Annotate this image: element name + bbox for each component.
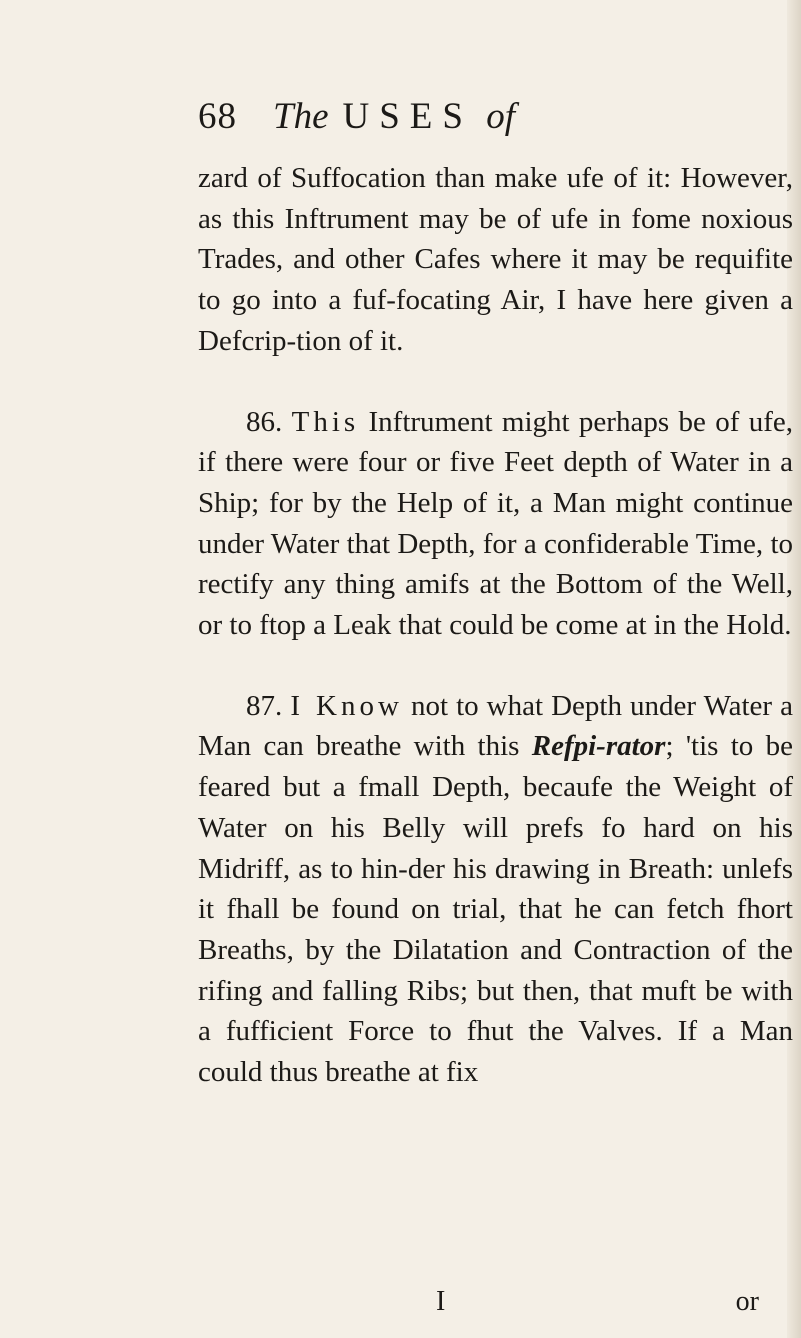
running-header bbox=[198, 95, 798, 155]
running-title-of: of bbox=[486, 96, 516, 137]
signature-mark: I bbox=[436, 1286, 446, 1317]
paragraph-87-italic-term: Refpi-rator bbox=[531, 730, 666, 763]
paragraph-86-text: Inftrument might perhaps be of ufe, if there were four or five Feet depth of Water in a Ship; for by the Help of it, a Man might continue under Water that Depth, for a confiderable Time, to rectify any thing amifs at the Bottom of the Well, or to ftop a Leak that could be come at in the Hold. bbox=[198, 405, 793, 642]
catchline bbox=[198, 1286, 793, 1326]
running-title-uses: USES bbox=[342, 96, 473, 137]
section-number-87: 87. bbox=[246, 689, 283, 722]
body-text bbox=[198, 158, 793, 1093]
running-title-the: The bbox=[273, 96, 329, 137]
paragraph-continuation: zard of Suffocation than make ufe of it: However, as this Inftrument may be of ufe in fome noxious Trades, and other Cafes where it may be requifite to go into a fuf-focating Air, I have here given a Defcrip-tion of it. bbox=[198, 162, 793, 357]
paragraph-87-text-b: ; 'tis to be feared but a fmall Depth, becaufe the Weight of Water on his Belly will prefs fo hard on his Midriff, as to hin-der his drawing in Breath: unlefs it fhall be found on trial, that he can fetch fhort Breaths, by the Dilatation and Contraction of the rifing and falling Ribs; but then, that muft be with a fufficient Force to fhut the Valves. If a Man could thus breathe at fix bbox=[198, 730, 793, 1089]
paragraph-87 bbox=[198, 686, 793, 1093]
paragraph-87-lead: I Know bbox=[290, 689, 403, 722]
section-number-86: 86. bbox=[246, 405, 283, 438]
paragraph-87-text-a: not to what Depth under Water a Man can breathe with this bbox=[198, 689, 793, 763]
page-number: 68 bbox=[198, 96, 237, 137]
paragraph-86-lead: This bbox=[291, 405, 360, 438]
paragraph-86 bbox=[198, 402, 793, 646]
catchword: or bbox=[735, 1286, 759, 1317]
running-title bbox=[273, 95, 515, 138]
